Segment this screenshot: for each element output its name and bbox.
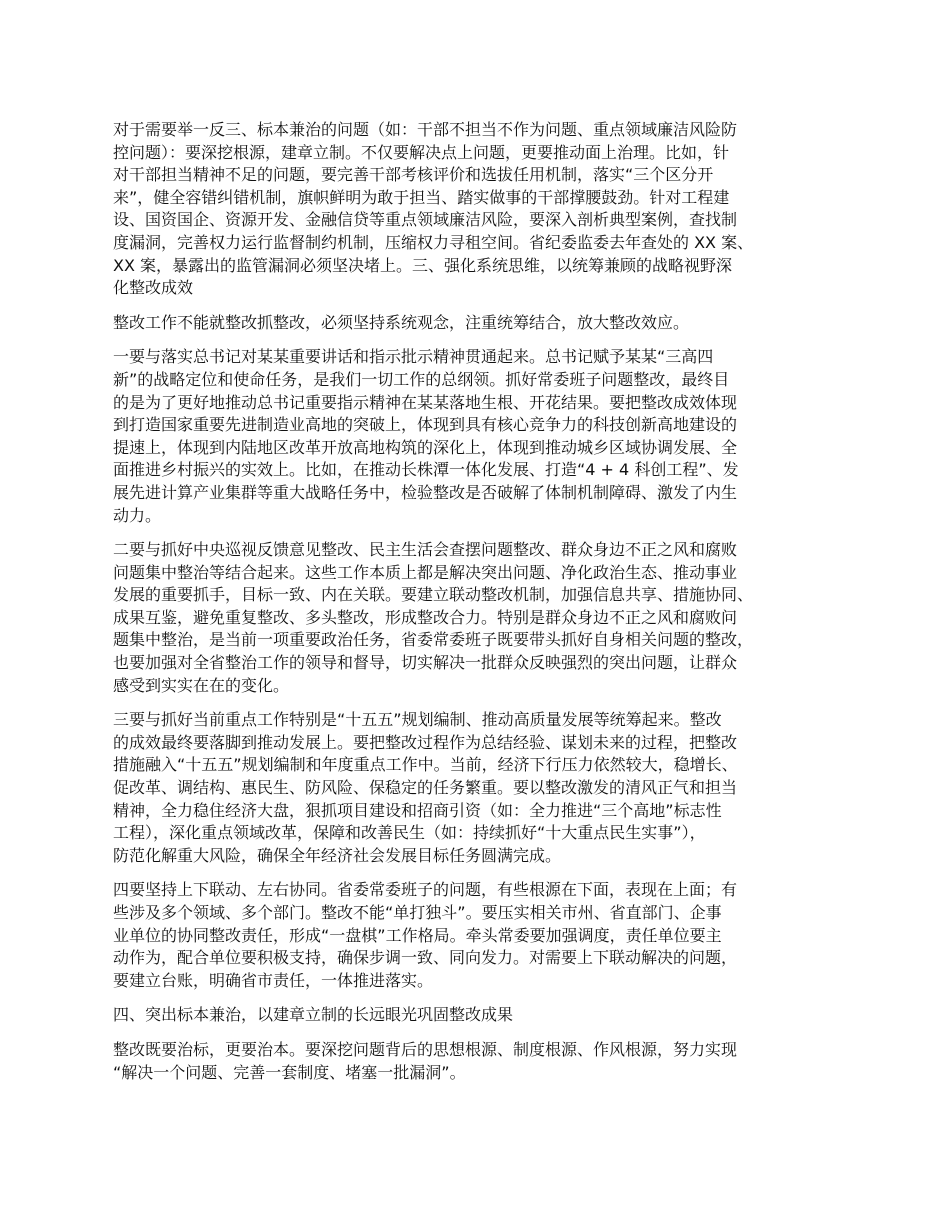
text-line: 来”，健全容错纠错机制，旗帜鲜明为敢于担当、踏实做事的干部撑腰鼓劲。针对工程建 bbox=[113, 187, 730, 207]
text-line: 四、突出标本兼治，以建章立制的长远眼光巩固整改成果 bbox=[113, 1005, 514, 1025]
text-line: 也要加强对全省整治工作的领导和督导，切实解决一批群众反映强烈的突出问题，让群众 bbox=[113, 653, 738, 673]
text-line: 的成效最终要落脚到推动发展上。要把整改过程作为总结经验、谋划未来的过程，把整改 bbox=[113, 732, 738, 752]
paragraph bbox=[113, 312, 858, 335]
text-line: 防范化解重大风险，确保全年经济社会发展目标任务圆满完成。 bbox=[113, 845, 562, 865]
paragraph bbox=[113, 879, 858, 992]
paragraph bbox=[113, 119, 858, 300]
text-line: 的是为了更好地推动总书记重要指示精神在某某落地生根、开花结果。要把整改成效体现 bbox=[113, 392, 738, 412]
paragraph bbox=[113, 709, 858, 867]
text-line: 展先进计算产业集群等重大战略任务中，检验整改是否破解了体制机制障碍、激发了内生 bbox=[113, 482, 738, 502]
text-line: 题集中整治，是当前一项重要政治任务，省委常委班子既要带头抓好自身相关问题的整改， bbox=[113, 630, 754, 650]
text-line: 成果互鉴，避免重复整改、多头整改，形成整改合力。特别是群众身边不正之风和腐败问 bbox=[113, 607, 738, 627]
text-line: 精神，全力稳住经济大盘，狠抓项目建设和招商引资（如：全力推进“三个高地”标志性 bbox=[113, 800, 722, 820]
text-line: 要建立台账，明确省市责任，一体推进落实。 bbox=[113, 970, 434, 990]
text-line: 感受到实实在在的变化。 bbox=[113, 675, 290, 695]
text-line: 动力。 bbox=[113, 505, 162, 525]
text-line: 对于需要举一反三、标本兼治的问题（如：干部不担当不作为问题、重点领域廉洁风险防 bbox=[113, 120, 738, 139]
text-line: 工程），深化重点领域改革，保障和改善民生（如：持续抓好“十大重点民生实事”）， bbox=[113, 823, 706, 843]
text-line: 提速上，体现到内陆地区改革开放高地构筑的深化上，体现到推动城乡区域协调发展、全 bbox=[113, 437, 738, 457]
paragraph bbox=[113, 539, 858, 697]
text-line: 问题集中整治等结合起来。这些工作本质上都是解决突出问题、净化政治生态、推动事业 bbox=[113, 562, 738, 582]
text-line: 整改工作不能就整改抓整改，必须坚持系统观念，注重统筹结合，放大整改效应。 bbox=[113, 312, 690, 332]
text-line: 新”的战略定位和使命任务，是我们一切工作的总纲领。抓好常委班子问题整改，最终目 bbox=[113, 369, 730, 389]
paragraph bbox=[113, 1004, 858, 1027]
text-line: 业单位的协同整改责任，形成“一盘棋”工作格局。牵头常委要加强调度，责任单位要主 bbox=[113, 925, 722, 945]
text-line: 四要坚持上下联动、左右协同。省委常委班子的问题，有些根源在下面，表现在上面；有 bbox=[113, 880, 738, 900]
text-line: 措施融入“十五五”规划编制和年度重点工作中。当前，经济下行压力依然较大，稳增长、 bbox=[113, 755, 738, 775]
text-line: 控问题）：要深挖根源，建章立制。不仅要解决点上问题，更要推动面上治理。比如，针 bbox=[113, 142, 730, 162]
text-line: 发展的重要抓手，目标一致、内在关联。要建立联动整改机制，加强信息共享、措施协同、 bbox=[113, 585, 754, 605]
text-line: XX 案，暴露出的监管漏洞必须坚决堵上。三、强化系统思维，以统筹兼顾的战略视野深 bbox=[113, 255, 733, 275]
text-line: 度漏洞，完善权力运行监督制约机制，压缩权力寻租空间。省纪委监委去年查处的 XX 案、 bbox=[113, 232, 754, 252]
text-line: 整改既要治标，更要治本。要深挖问题背后的思想根源、制度根源、作风根源，努力实现 bbox=[113, 1039, 738, 1059]
paragraph bbox=[113, 1039, 858, 1084]
text-line: 化整改成效 bbox=[113, 278, 194, 298]
text-line: 到打造国家重要先进制造业高地的突破上，体现到具有核心竞争力的科技创新高地建设的 bbox=[113, 415, 738, 435]
text-line: 动作为，配合单位要积极支持，确保步调一致、同向发力。对需要上下联动解决的问题， bbox=[113, 948, 738, 968]
text-line: 对干部担当精神不足的问题，要完善干部考核评价和选拔任用机制，落实“三个区分开 bbox=[113, 165, 714, 185]
document-body bbox=[113, 119, 858, 1096]
text-line: 促改革、调结构、惠民生、防风险、保稳定的任务繁重。要以整改激发的清风正气和担当 bbox=[113, 778, 738, 798]
text-line: 一要与落实总书记对某某重要讲话和指示批示精神贯通起来。总书记赋予某某“三高四 bbox=[113, 347, 714, 367]
paragraph bbox=[113, 346, 858, 527]
text-line: 面推进乡村振兴的实效上。比如，在推动长株潭一体化发展、打造“4 + 4 科创工程”、发 bbox=[113, 460, 739, 480]
text-line: 些涉及多个领域、多个部门。整改不能“单打独斗”。要压实相关市州、省直部门、企事 bbox=[113, 903, 722, 922]
text-line: 三要与抓好当前重点工作特别是“十五五”规划编制、推动高质量发展等统筹起来。整改 bbox=[113, 710, 722, 730]
text-line: 二要与抓好中央巡视反馈意见整改、民主生活会查摆问题整改、群众身边不正之风和腐败 bbox=[113, 540, 738, 560]
text-line: 设、国资国企、资源开发、金融信贷等重点领域廉洁风险，要深入剖析典型案例，查找制 bbox=[113, 210, 738, 230]
text-line: “解决一个问题、完善一套制度、堵塞一批漏洞”。 bbox=[113, 1062, 466, 1082]
